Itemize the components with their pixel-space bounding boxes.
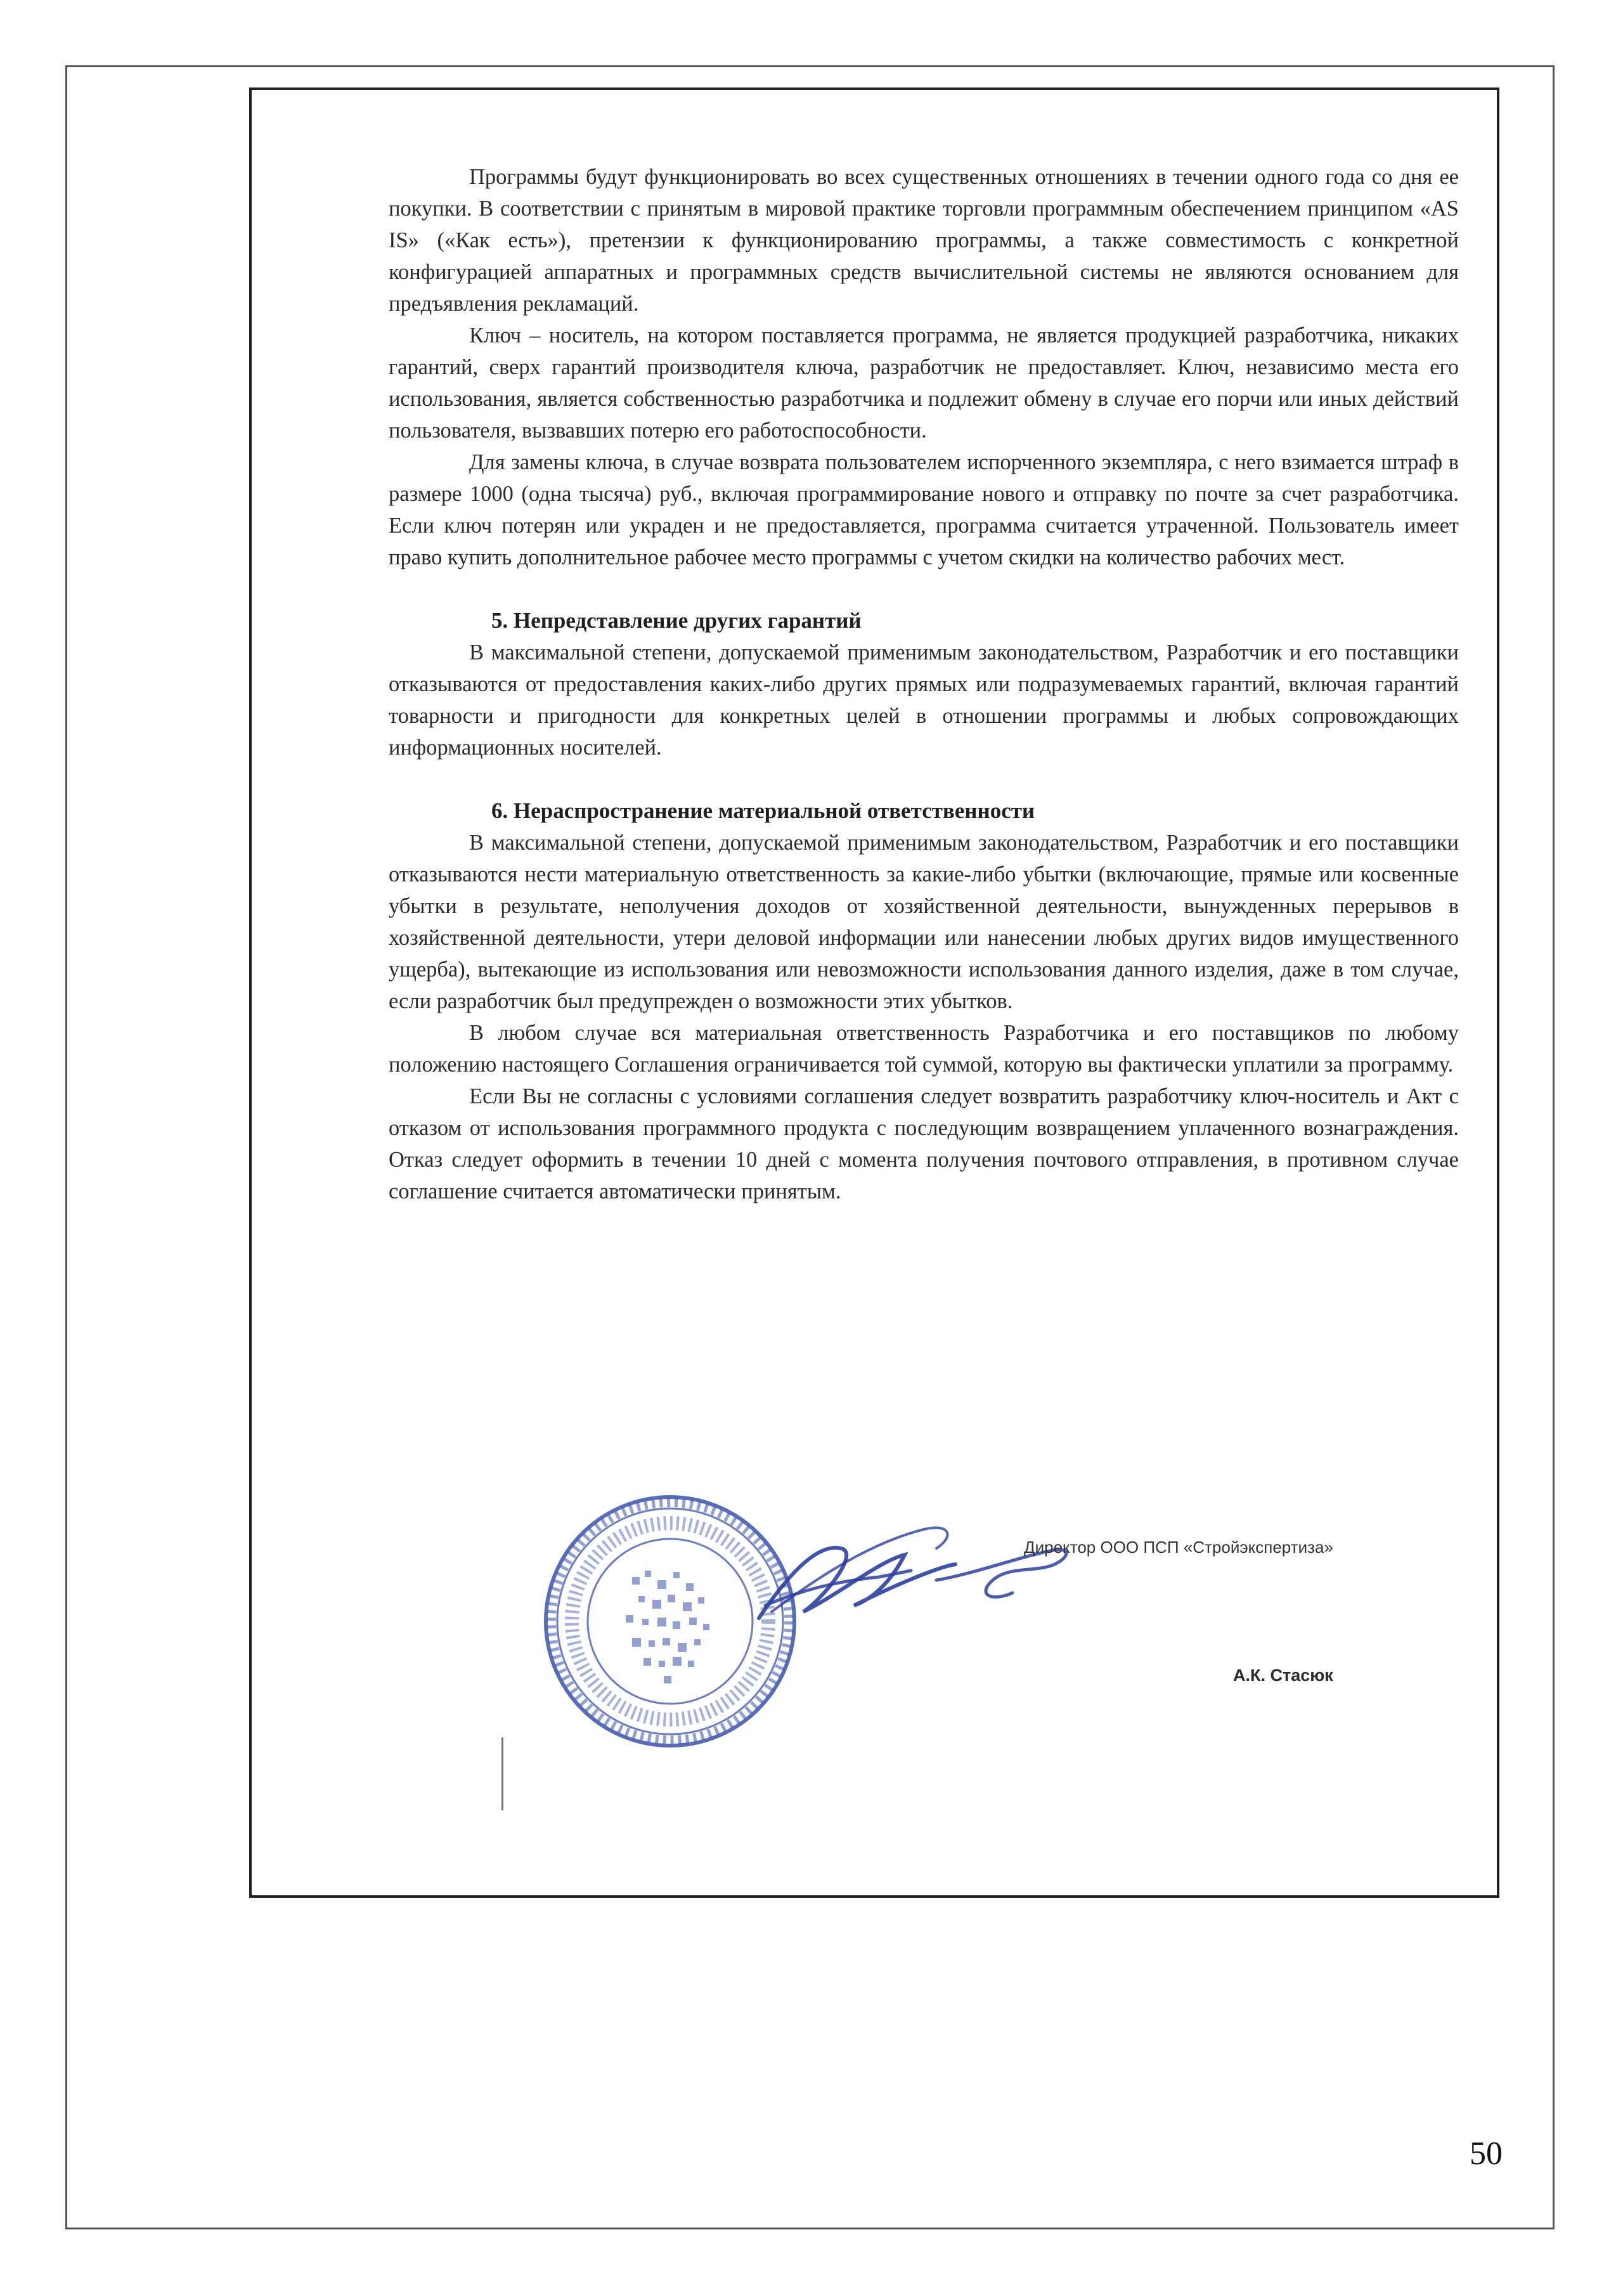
- scanned-page: [249, 88, 1499, 1898]
- scan-mark: [501, 1737, 503, 1810]
- paragraph-key-replacement: Для замены ключа, в случае возврата пользователем испорченного экземпляра, с него взимается штраф в размере 1000 (одна тысяча) руб., включая программирование нового и отправку по почте за счет разработчика. Если ключ потерян или украден и не предоставляется, программа считается утраченной. Пользователь имеет право купить дополнительное рабочее место программы с учетом скидки на количество рабочих мест.: [389, 450, 1459, 569]
- section-6-heading: 6. Нераспространение материальной ответственности: [491, 798, 1035, 823]
- signatory-name: А.К. Стасюк: [1233, 1666, 1333, 1685]
- document-body: [389, 161, 1459, 1207]
- section-6-paragraph-limit: В любом случае вся материальная ответственность Разработчика и его поставщиков по любому положению настоящего Соглашения ограничивается той суммой, которую вы фактически уплатили за программу.: [389, 1021, 1459, 1077]
- paragraph-key-carrier: Ключ – носитель, на котором поставляется программа, не является продукцией разработчика, никаких гарантий, сверх гарантий производителя ключа, разработчик не предоставляет. Ключ, независимо места его использования, является собственностью разработчика и подлежит обмену в случае его порчи или иных действий пользователя, вызвавших потерю его работоспособности.: [389, 323, 1459, 443]
- handwritten-signature: [746, 1504, 1089, 1644]
- section-5-paragraph: В максимальной степени, допускаемой применимым законодательством, Разработчик и его поставщики отказываются от предоставления каких-либо других прямых или подразумеваемых гарантий, включая гарантий товарности и пригодности для конкретных целей в отношении программы и любых сопровождающих информационных носителей.: [389, 640, 1459, 760]
- section-6-paragraph-refusal: Если Вы не согласны с условиями соглашения следует возвратить разработчику ключ-носитель и Акт с отказом от использования программного продукта с последующим возвращением уплаченного вознаграждения. Отказ следует оформить в течении 10 дней с момента получения почтового отправления, в противном случае соглашение считается автоматически принятым.: [389, 1084, 1459, 1203]
- section-5-heading: 5. Непредставление других гарантий: [491, 608, 862, 633]
- page-number: 50: [1470, 2136, 1503, 2172]
- section-6-paragraph-liability: В максимальной степени, допускаемой применимым законодательством, Разработчик и его поставщики отказываются нести материальную ответственность за какие-либо убытки (включающие, прямые или косвенные убытки в результате, неполучения доходов от хозяйственной деятельности, вынужденных перерывов в хозяйственной деятельности, утери деловой информации или нанесении любых других видов имущественного ущерба), вытекающие из использования или невозможности использования данного изделия, даже в том случае, если разработчик был предупрежден о возможности этих убытков.: [389, 831, 1459, 1013]
- paragraph-warranty-period: Программы будут функционировать во всех существенных отношениях в течении одного года со дня ее покупки. В соответствии с принятым в мировой практике торговли программным обеспечением принципом «AS IS» («Как есть»), претензии к функционированию программы, а также совместимость с конкретной конфигурацией аппаратных и программных средств вычислительной системы не являются основанием для предъявления рекламаций.: [389, 165, 1459, 316]
- director-title: Директор ООО ПСП «Стройэкспертиза»: [1024, 1538, 1333, 1557]
